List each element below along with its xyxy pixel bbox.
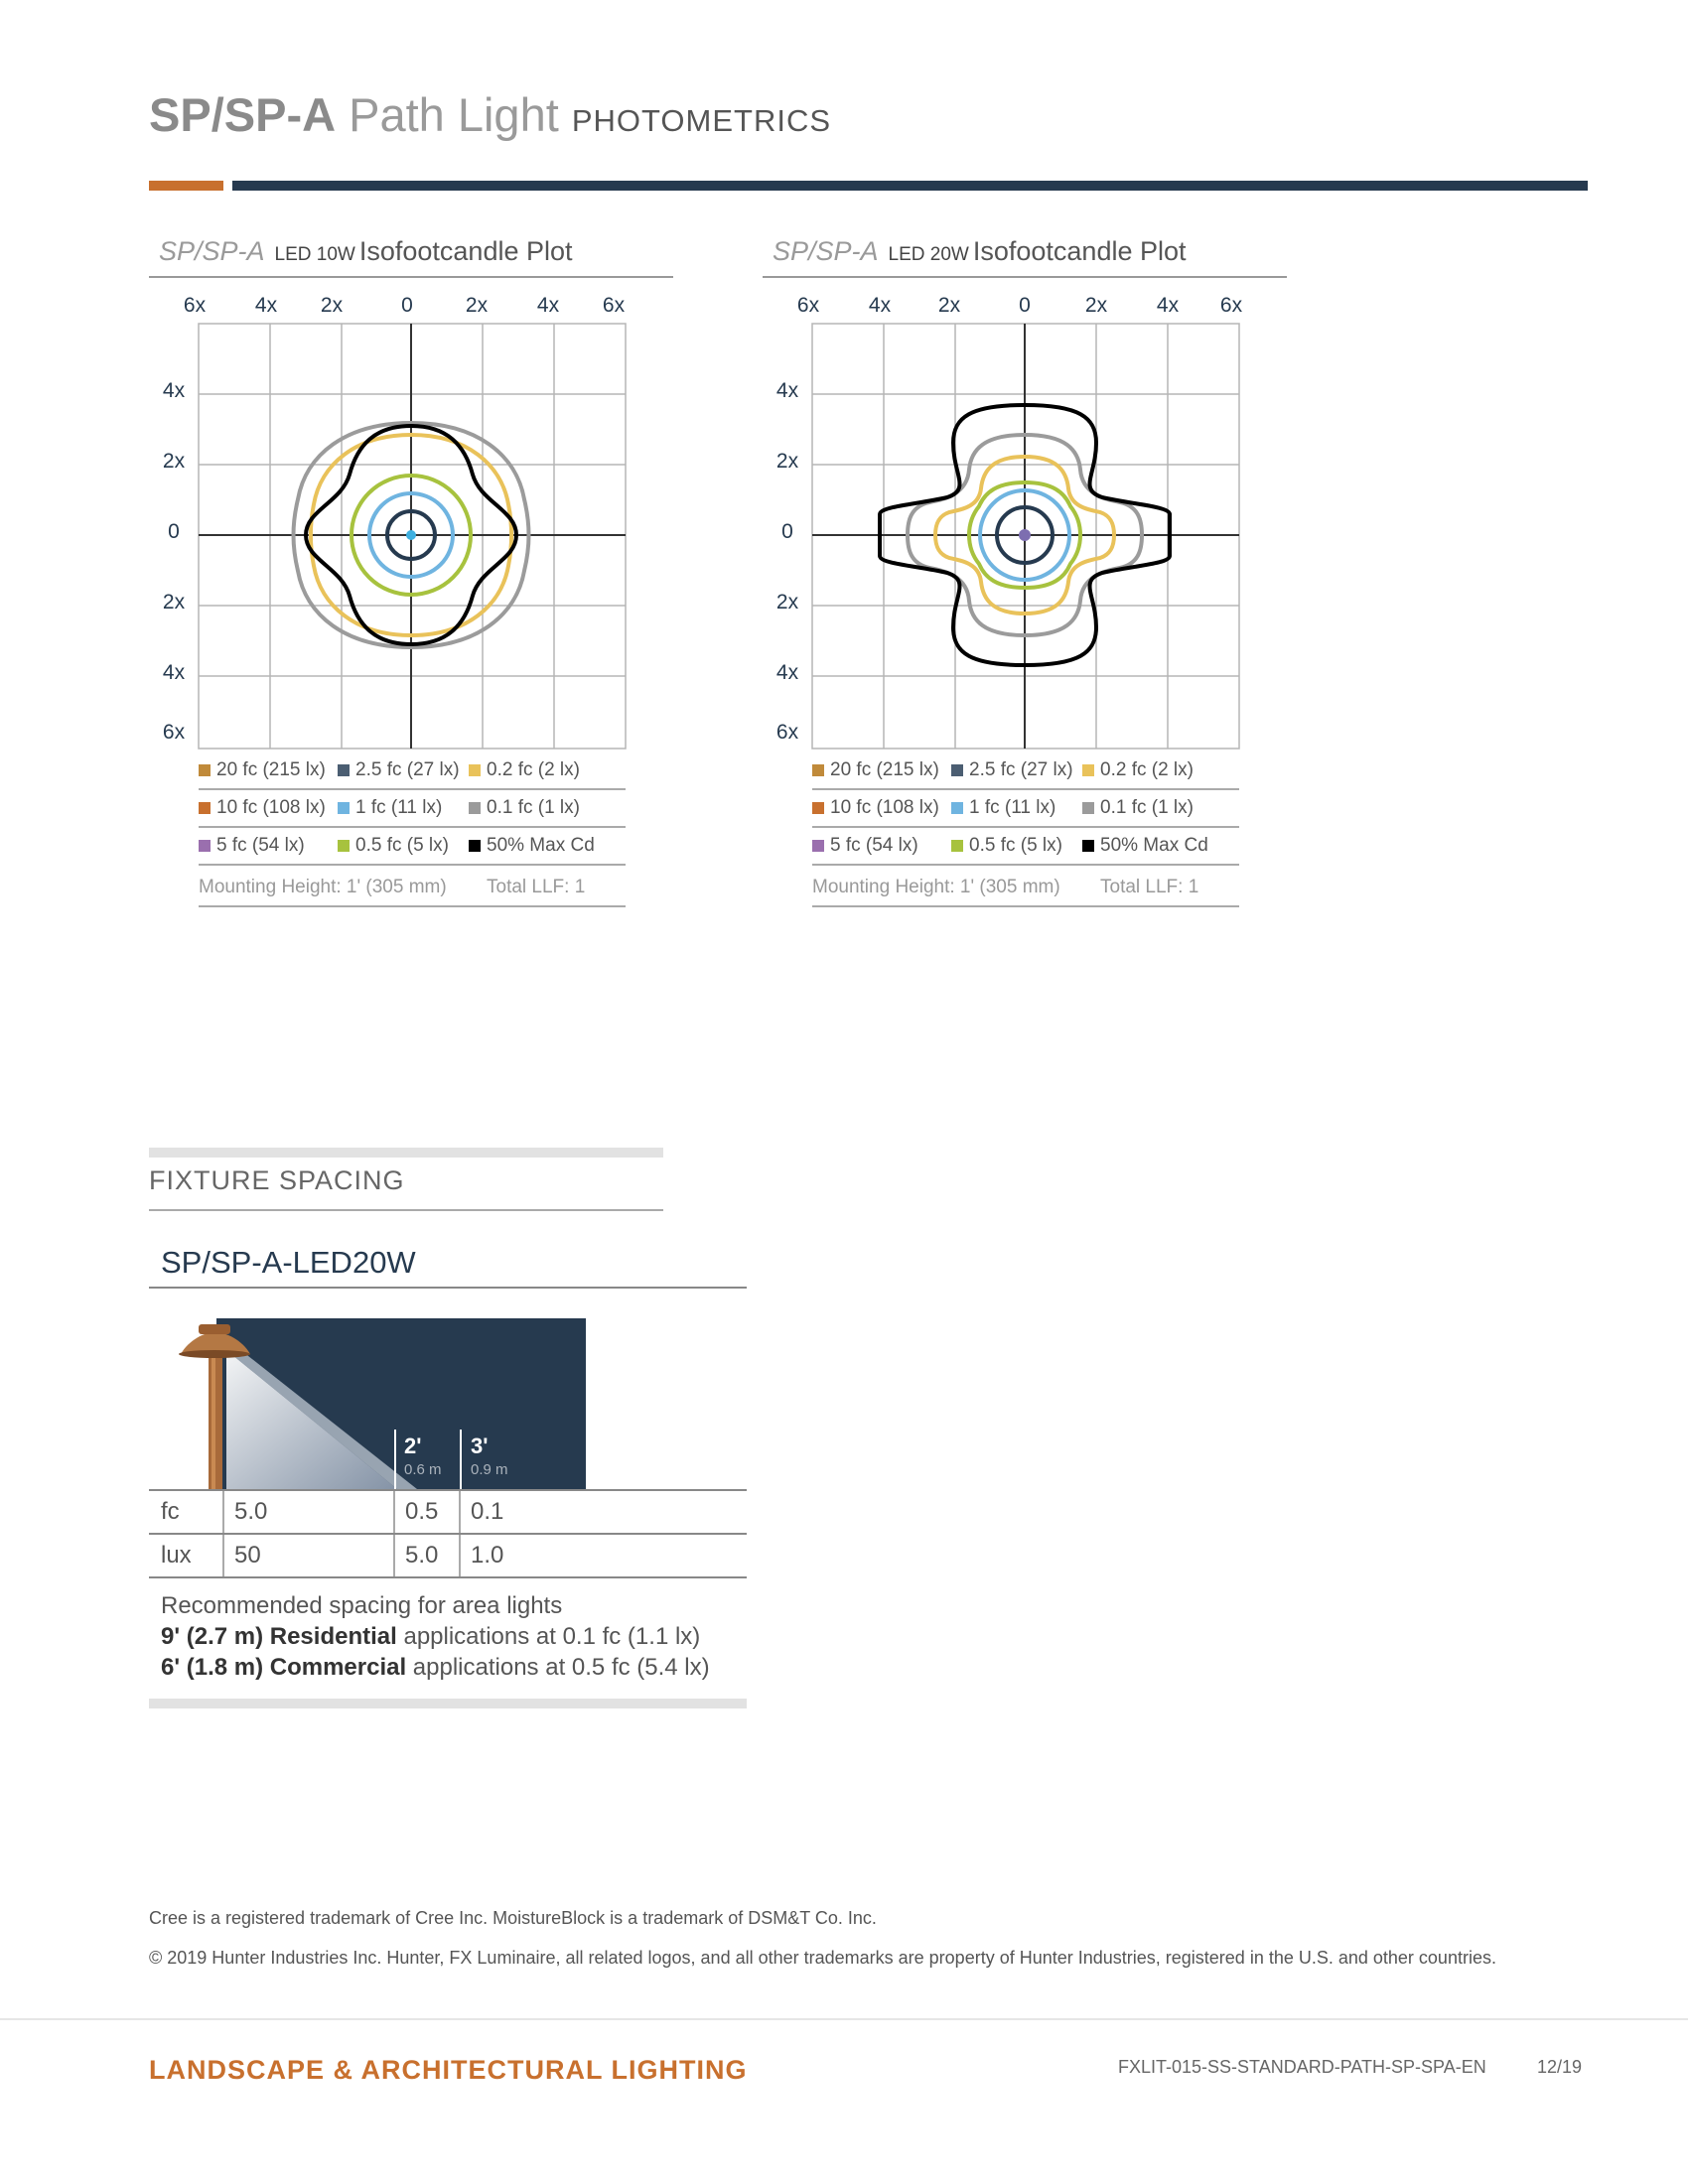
plot-title bbox=[773, 236, 1187, 267]
y-tick: 6x bbox=[162, 721, 186, 744]
isofootcandle-plot-10w bbox=[149, 236, 685, 911]
legend-item: 0.1 fc (1 lx) bbox=[1082, 797, 1194, 819]
x-tick: 6x bbox=[602, 294, 626, 317]
footer-brand: LANDSCAPE & ARCHITECTURAL LIGHTING bbox=[149, 2055, 748, 2085]
legend-item: 0.5 fc (5 lx) bbox=[951, 835, 1062, 857]
legend-item: 0.2 fc (2 lx) bbox=[469, 759, 580, 781]
y-tick: 4x bbox=[775, 379, 799, 402]
legend-item: 20 fc (215 lx) bbox=[812, 759, 939, 781]
fixture-spacing-heading: FIXTURE SPACING bbox=[149, 1165, 405, 1195]
page-title bbox=[149, 87, 831, 142]
legend-swatch bbox=[812, 764, 824, 776]
table-cell: 50 bbox=[234, 1542, 261, 1569]
legend-item: 10 fc (108 lx) bbox=[199, 797, 326, 819]
fixture-spacing-top-bar bbox=[149, 1148, 663, 1158]
x-tick: 4x bbox=[1156, 294, 1180, 317]
title-product: Path Light bbox=[349, 88, 559, 141]
distance-label-2ft: 2' bbox=[404, 1433, 422, 1458]
recommendation-residential: 9' (2.7 m) Residential applications at 0.1 fc (1.1 lx) bbox=[161, 1623, 701, 1650]
legend-item: 20 fc (215 lx) bbox=[199, 759, 326, 781]
legend-item: 5 fc (54 lx) bbox=[812, 835, 918, 857]
mounting-height: Mounting Height: 1' (305 mm) bbox=[812, 877, 1060, 897]
legend-swatch bbox=[951, 764, 963, 776]
legend-item: 2.5 fc (27 lx) bbox=[951, 759, 1073, 781]
x-tick: 0 bbox=[1019, 294, 1031, 317]
legend-swatch bbox=[199, 840, 211, 852]
table-cell: 1.0 bbox=[471, 1542, 504, 1569]
recommendation-intro: Recommended spacing for area lights bbox=[161, 1592, 563, 1619]
fixture-spacing-model: SP/SP-A-LED20W bbox=[161, 1245, 416, 1280]
legend-swatch bbox=[199, 802, 211, 814]
legend-item: 1 fc (11 lx) bbox=[338, 797, 442, 819]
x-tick: 6x bbox=[183, 294, 207, 317]
legend-item: 1 fc (11 lx) bbox=[951, 797, 1055, 819]
y-tick: 4x bbox=[775, 661, 799, 684]
table-row bbox=[149, 1491, 747, 1535]
legend-item: 10 fc (108 lx) bbox=[812, 797, 939, 819]
title-model: SP/SP-A bbox=[149, 88, 337, 141]
legend-swatch bbox=[469, 840, 481, 852]
contour-center bbox=[1019, 529, 1031, 541]
plot-model: SP/SP-A bbox=[159, 236, 265, 266]
x-tick: 4x bbox=[254, 294, 278, 317]
light-spread-svg bbox=[149, 1310, 596, 1489]
x-tick: 2x bbox=[937, 294, 961, 317]
table-row bbox=[149, 1535, 747, 1578]
legend-item: 50% Max Cd bbox=[1082, 835, 1208, 857]
header-rule-bar bbox=[232, 181, 1588, 191]
legend-swatch bbox=[1082, 802, 1094, 814]
legend-swatch bbox=[338, 840, 350, 852]
table-cell: 5.0 bbox=[234, 1498, 268, 1525]
y-tick: 2x bbox=[775, 591, 799, 614]
legend-item: 5 fc (54 lx) bbox=[199, 835, 305, 857]
y-tick: 2x bbox=[775, 450, 799, 473]
y-tick: 2x bbox=[162, 591, 186, 614]
y-tick: 0 bbox=[168, 520, 180, 543]
mounting-height: Mounting Height: 1' (305 mm) bbox=[199, 877, 447, 897]
plot-label: Isofootcandle Plot bbox=[358, 236, 573, 266]
y-tick: 6x bbox=[775, 721, 799, 744]
x-tick: 6x bbox=[796, 294, 820, 317]
legend-item: 0.1 fc (1 lx) bbox=[469, 797, 580, 819]
x-tick: 0 bbox=[401, 294, 413, 317]
legend-swatch bbox=[1082, 764, 1094, 776]
legend-footer bbox=[812, 870, 1239, 907]
title-section: PHOTOMETRICS bbox=[571, 103, 832, 138]
y-tick: 4x bbox=[162, 661, 186, 684]
legend-row bbox=[199, 828, 626, 866]
legend-swatch bbox=[812, 802, 824, 814]
trademark-notice: Cree is a registered trademark of Cree Inc. MoistureBlock is a trademark of DSM&T Co. Inc. bbox=[149, 1908, 877, 1928]
legend-swatch bbox=[469, 764, 481, 776]
legend-row bbox=[812, 790, 1239, 828]
footer-doc-code: FXLIT-015-SS-STANDARD-PATH-SP-SPA-EN bbox=[1118, 2057, 1486, 2077]
copyright-notice: © 2019 Hunter Industries Inc. Hunter, FX Luminaire, all related logos, and all other trademarks are property of Hunter Industries, registered in the U.S. and other countries. bbox=[149, 1948, 1496, 1968]
y-tick: 0 bbox=[781, 520, 793, 543]
table-cell: 5.0 bbox=[405, 1542, 439, 1569]
legend-swatch bbox=[812, 840, 824, 852]
fixture-spacing-rule bbox=[149, 1209, 663, 1211]
footer-rule bbox=[0, 2018, 1688, 2020]
y-tick: 4x bbox=[162, 379, 186, 402]
distance-sub-3ft: 0.9 m bbox=[471, 1461, 508, 1478]
x-tick: 2x bbox=[465, 294, 489, 317]
plot-label: Isofootcandle Plot bbox=[972, 236, 1187, 266]
legend-item: 2.5 fc (27 lx) bbox=[338, 759, 460, 781]
isofootcandle-plot-20w bbox=[763, 236, 1299, 911]
distance-sub-2ft: 0.6 m bbox=[404, 1461, 442, 1478]
contour-center bbox=[406, 530, 416, 540]
plot-led: LED 10W bbox=[274, 244, 355, 265]
legend-row bbox=[812, 752, 1239, 790]
spacing-recommendation bbox=[161, 1590, 710, 1683]
y-tick: 2x bbox=[162, 450, 186, 473]
recommendation-commercial: 6' (1.8 m) Commercial applications at 0.5 fc (5.4 lx) bbox=[161, 1654, 710, 1681]
table-unit: fc bbox=[161, 1498, 180, 1525]
plot-title-rule bbox=[149, 276, 673, 278]
legend-swatch bbox=[469, 802, 481, 814]
total-llf: Total LLF: 1 bbox=[487, 877, 586, 897]
footer-date: 12/19 bbox=[1537, 2057, 1583, 2077]
table-unit: lux bbox=[161, 1542, 192, 1569]
header-accent-bar bbox=[149, 181, 223, 191]
x-tick: 2x bbox=[1084, 294, 1108, 317]
legend-item: 0.2 fc (2 lx) bbox=[1082, 759, 1194, 781]
distance-label-3ft: 3' bbox=[471, 1433, 489, 1458]
legend-swatch bbox=[199, 764, 211, 776]
table-cell: 0.1 bbox=[471, 1498, 504, 1525]
fixture-spacing-model-rule bbox=[149, 1287, 747, 1289]
legend-footer bbox=[199, 870, 626, 907]
legend-row bbox=[812, 828, 1239, 866]
total-llf: Total LLF: 1 bbox=[1100, 877, 1199, 897]
legend-swatch bbox=[1082, 840, 1094, 852]
x-tick: 2x bbox=[320, 294, 344, 317]
legend-swatch bbox=[951, 840, 963, 852]
fixture-spacing-bottom-bar bbox=[149, 1699, 747, 1708]
light-spread-diagram bbox=[149, 1310, 596, 1489]
plot-led: LED 20W bbox=[888, 244, 969, 265]
plot-title-rule bbox=[763, 276, 1287, 278]
plot-model: SP/SP-A bbox=[773, 236, 879, 266]
legend-swatch bbox=[951, 802, 963, 814]
x-tick: 4x bbox=[868, 294, 892, 317]
x-tick: 4x bbox=[536, 294, 560, 317]
x-tick: 6x bbox=[1219, 294, 1243, 317]
table-cell: 0.5 bbox=[405, 1498, 439, 1525]
legend-row bbox=[199, 752, 626, 790]
legend-item: 50% Max Cd bbox=[469, 835, 595, 857]
legend-row bbox=[199, 790, 626, 828]
plot-title bbox=[159, 236, 573, 267]
legend-swatch bbox=[338, 802, 350, 814]
legend-swatch bbox=[338, 764, 350, 776]
legend-item: 0.5 fc (5 lx) bbox=[338, 835, 449, 857]
